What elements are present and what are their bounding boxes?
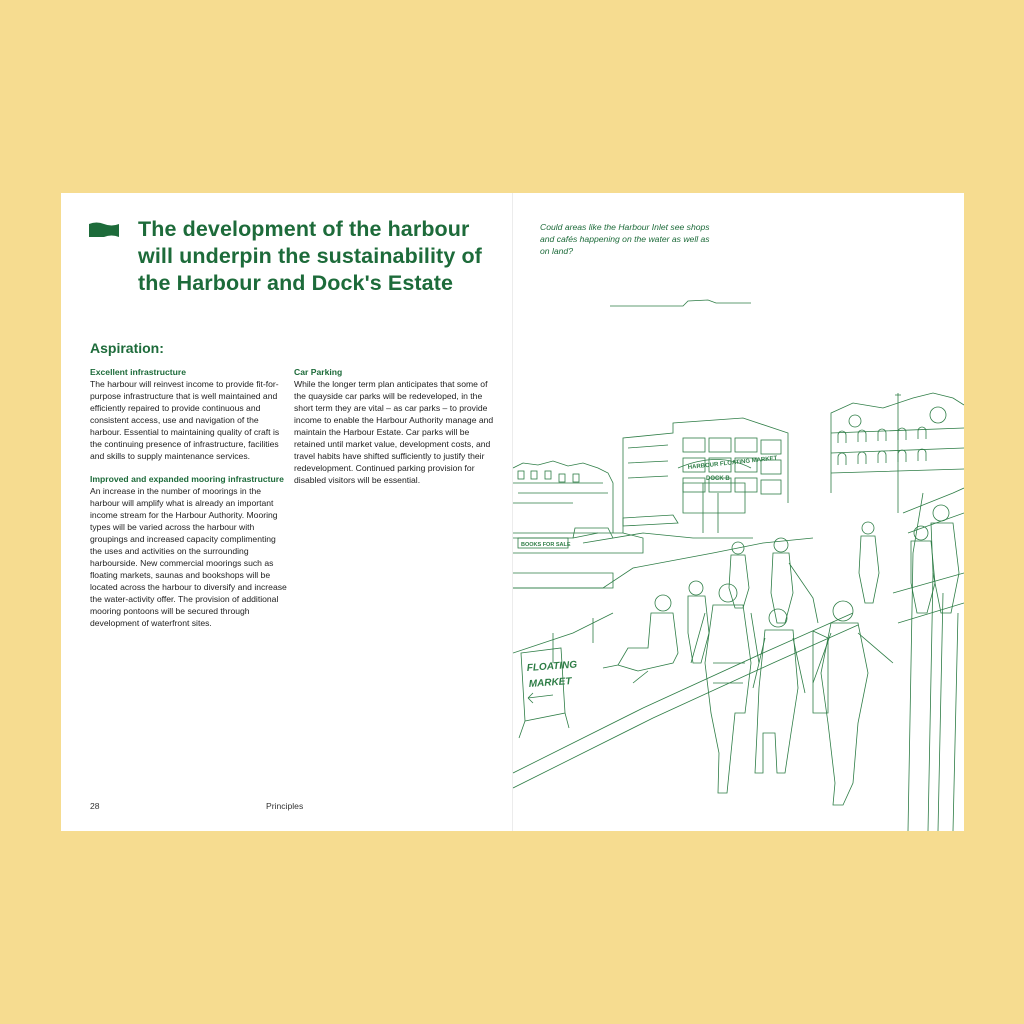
banner-sub-sign: DOCK B bbox=[706, 476, 730, 482]
section-body-infrastructure: The harbour will reinvest income to provide fit-for-purpose infrastructure that is well maintained and efficiently repaired to provide continuous and consistent access, use and navigation of the harbour. Essential to maintaining quality of craft is the continuing presence of infrastructure, facilities and skills to supply maintenance services. bbox=[90, 379, 280, 461]
boat-sign: BOOKS FOR SALE bbox=[521, 542, 571, 548]
left-text-column bbox=[90, 366, 290, 640]
right-page bbox=[513, 193, 964, 831]
section-heading-infrastructure: Excellent infrastructure bbox=[90, 367, 186, 377]
banner-sign: HARBOUR FLOATING MARKET bbox=[687, 455, 778, 471]
section-heading-car-parking: Car Parking bbox=[294, 367, 343, 377]
section-body-car-parking: While the longer term plan anticipates that some of the quayside car parks will be redeveloped, in the short term they are vital – as car parks – to provide income to enable the Harbour Authority manage and maintain the Harbour Estate. Car parks will be retained until market value, development costs, and travel habits have shifted sufficiently to justify their redevelopment. Continued parking provision for disabled visitors will be essential. bbox=[294, 379, 494, 485]
harbour-floating-market-illustration bbox=[513, 193, 964, 831]
page-number: 28 bbox=[90, 801, 100, 811]
page-headline: The development of the harbour will underpin the sustainability of the Harbour and Dock's Estate bbox=[138, 217, 482, 295]
section-heading-moorings: Improved and expanded mooring infrastructure bbox=[90, 474, 284, 484]
section-footer: Principles bbox=[266, 801, 304, 811]
sandwich-board-line1: FLOATING bbox=[526, 659, 578, 674]
aspiration-heading: Aspiration: bbox=[90, 340, 164, 356]
left-page bbox=[61, 193, 512, 831]
illustration-caption: Could areas like the Harbour Inlet see shops and cafés happening on the water as well as on land? bbox=[540, 222, 710, 256]
sandwich-board-line2: MARKET bbox=[528, 676, 572, 690]
right-text-column bbox=[294, 366, 494, 497]
harbour-wave-logo-icon bbox=[89, 221, 119, 237]
document-spread bbox=[61, 193, 964, 831]
section-body-moorings: An increase in the number of moorings in the harbour will amplify what is already an important income stream for the Harbour Authority. Mooring types will be varied across the harbour with groupings and increased capacity complimenting the uses and activities on the surrounding harbourside. New commercial moorings such as floating markets, saunas and bookshops will be located across the harbour to diversify and increase the water-activity offer. The provision of additional mooring pontoons will be secured through development of waterfront sites. bbox=[90, 486, 287, 628]
